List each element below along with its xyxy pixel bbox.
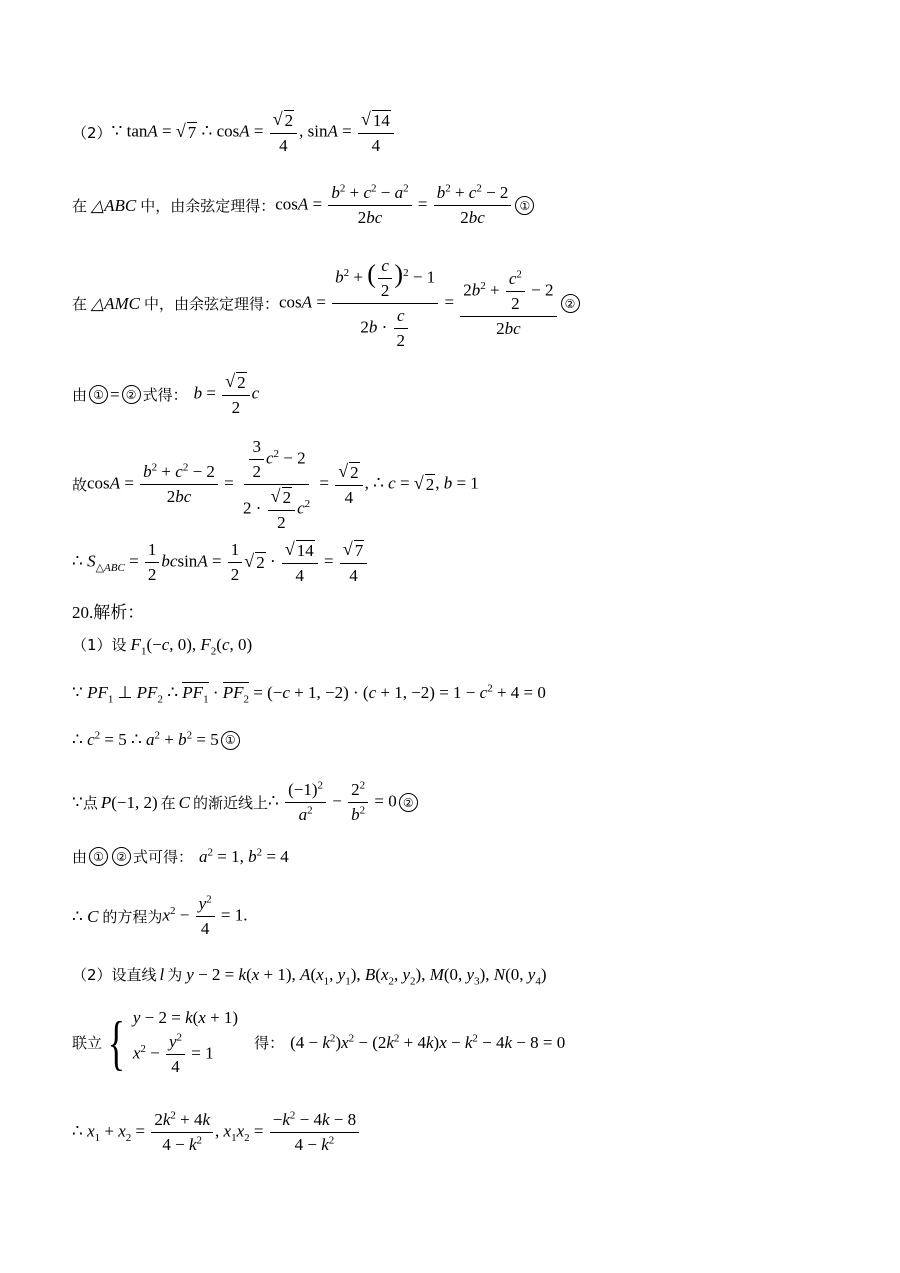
line-ab: 由 ① ② 式可得： $a^2 = 1$, $b^2 = 4$ [72, 845, 289, 866]
line-system: 联立 { y − 2 = k(x + 1) $x^2$ − $\frac{y^2}{4}$ = 1 得： $(4 - k^2)x^2 - (2k^2 + 4k)x - k^2 - 4k - 8 = 0$ [72, 1008, 566, 1076]
q20-heading: 20.解析： [72, 603, 145, 622]
circle-two: ② [561, 294, 580, 313]
circle-one: ① [515, 196, 534, 215]
line-equation: ∴ C 的方程为 $x^2$ − $\frac{y^2}{4}$ = 1. [72, 893, 248, 938]
line-cosine-abc: 在 △ABC 中，由余弦定理得： cosA = $\frac{b^2 + c^2 - a^2}{2bc}$ = $\frac{b^2 + c^2 - 2}{2bc}$ ① [72, 183, 536, 228]
line-cosine-amc: 在 △AMC 中，由余弦定理得： cosA = $b^2$ + ( $\frac{c}{2}$ )$^2$ − 1 2b · $\frac{c}{2}$ = $2b^2$ + $\frac{c^2}{2}$ − 2 2bc ② [72, 256, 582, 351]
line-tan: （2） ∵ tanA = √ 7 ∴ cosA = √ 2 4 , sinA = √ 14 4 [72, 110, 396, 156]
line-asymptote: ∵ 点 P(−1, 2) 在 C 的渐近线上 ∴ $\frac{(-1)^2}{a^2}$ − $\frac{2^2}{b^2}$ = 0 ② [72, 780, 420, 825]
line-area: ∴ $S_{\triangle ABC}$ = $\frac{1}{2}$ bcsinA = $\frac{1}{2}$ √ 2 · √ 14 4 = √ 7 4 [72, 540, 369, 586]
line-perp: ∵ $PF_1$ ⊥ $PF_2$ ∴ $PF_1 \cdot PF_2 = (-c + 1$, −2) · (c + 1, $-2) = 1 - c^2 + 4 = 0$ [72, 682, 546, 706]
line-part2: （2）设直线 l 为 y − 2 = k(x + 1), $A(x_1$, $y_1$), $B(x_2$, $y_2$), M(0, $y_3$), N(0, $y_4$) [72, 964, 547, 987]
line-c2: ∴ $c^2 = 5$ ∴ $a^2 + b^2 = 5$ ① [72, 730, 242, 750]
line-vieta: ∴ $x_1 + x_2$ = $\frac{2k^2 + 4k}{4 - k^2}$ , $x_1x_2$ = $\frac{-k^2 - 4k - 8}{4 - k^2}$ [72, 1110, 361, 1155]
line-b-equals: 由 ① = ② 式得： b = √ 2 2 c [72, 371, 260, 417]
line-gu: 故 cosA = $\frac{b^2 + c^2 - 2}{2bc}$ = $\frac{3}{2}$ $c^2 - 2$ 2 · √ 2 2 $c^2$ = √ 2 4 , ∴ c = √ 2 , b = 1 [72, 437, 479, 532]
q20-part1: （1）设 $F_1(-c$, 0), $F_2(c$, 0) [72, 634, 253, 657]
